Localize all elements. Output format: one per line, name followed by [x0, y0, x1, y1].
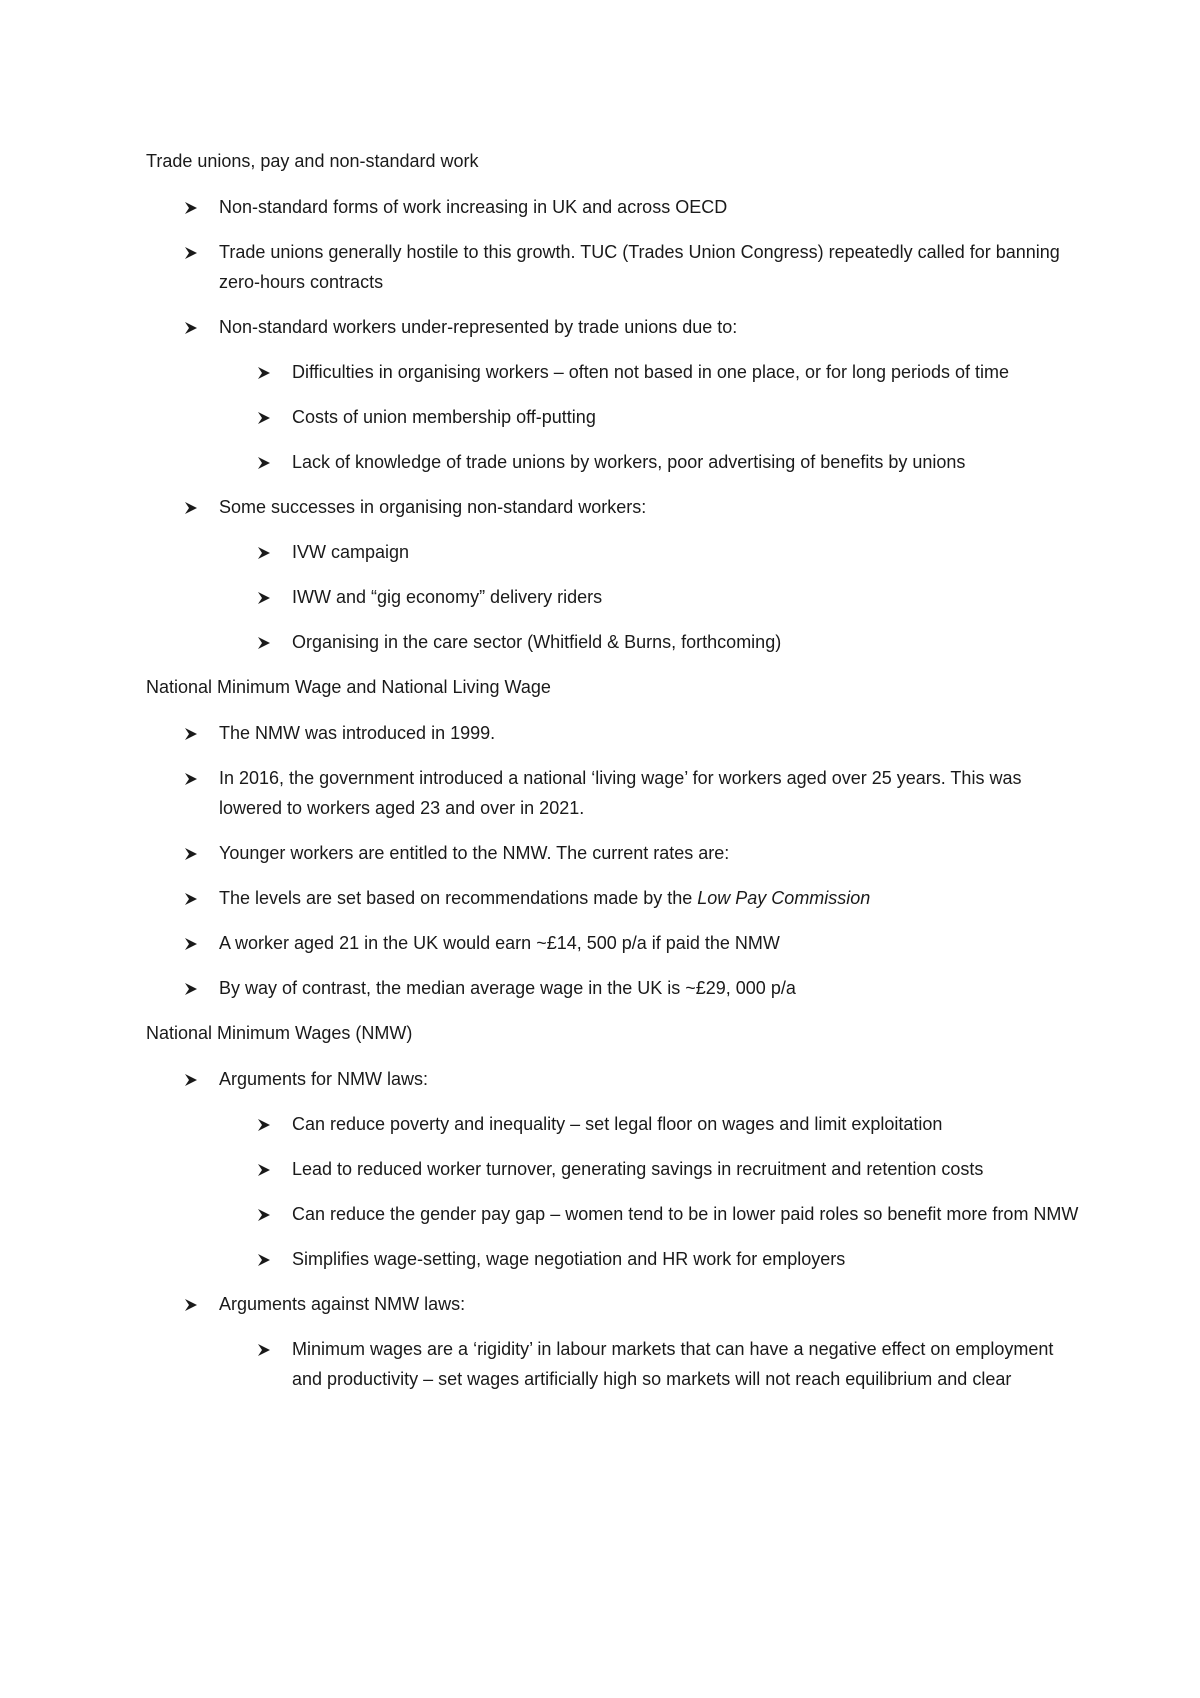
sub-list-item — [146, 1334, 1086, 1394]
arrow-bullet-icon — [184, 892, 198, 906]
list-item-text: Arguments against NMW laws: — [219, 1294, 466, 1314]
section-heading: Trade unions, pay and non-standard work — [146, 151, 479, 171]
arrow-bullet-icon — [184, 501, 198, 515]
arrow-bullet-icon — [257, 366, 271, 380]
list-item — [146, 838, 1086, 868]
section-heading: National Minimum Wages (NMW) — [146, 1023, 413, 1043]
arrow-bullet-icon — [257, 1253, 271, 1267]
list-item — [146, 492, 1086, 522]
list-item — [146, 1289, 1086, 1319]
list-item — [146, 763, 1086, 823]
list-item-text: Arguments for NMW laws: — [219, 1069, 429, 1089]
list-item-text: IVW campaign — [292, 542, 410, 562]
arrow-bullet-icon — [257, 1163, 271, 1177]
arrow-bullet-icon — [184, 727, 198, 741]
sub-list-item — [146, 537, 1086, 567]
list-item-text: A worker aged 21 in the UK would earn ~£14, 500 p/a if paid the NMW — [219, 933, 780, 953]
list-item — [146, 237, 1086, 297]
list-item-text: Non-standard forms of work increasing in UK and across OECD — [219, 197, 728, 217]
arrow-bullet-icon — [257, 1343, 271, 1357]
sub-list-item — [146, 1109, 1086, 1139]
arrow-bullet-icon — [184, 246, 198, 260]
list-item-text: In 2016, the government introduced a national ‘living wage’ for workers aged over 25 years. This was lowered to workers aged 23 and over in 2021. — [219, 768, 1022, 818]
list-item-text: Younger workers are entitled to the NMW. The current rates are: — [219, 843, 730, 863]
sub-list-item — [146, 1199, 1086, 1229]
arrow-bullet-icon — [184, 937, 198, 951]
arrow-bullet-icon — [184, 201, 198, 215]
arrow-bullet-icon — [257, 636, 271, 650]
arrow-bullet-icon — [257, 456, 271, 470]
list-item-text: Some successes in organising non-standard workers: — [219, 497, 647, 517]
list-item-text: Difficulties in organising workers – often not based in one place, or for long periods of time — [292, 362, 1010, 382]
list-item-text: Can reduce the gender pay gap – women tend to be in lower paid roles so benefit more from NMW — [292, 1204, 1079, 1224]
list-item-text: The NMW was introduced in 1999. — [219, 723, 496, 743]
arrow-bullet-icon — [184, 847, 198, 861]
list-item-text: Can reduce poverty and inequality – set legal floor on wages and limit exploitation — [292, 1114, 943, 1134]
list-item-text: Non-standard workers under-represented by trade unions due to: — [219, 317, 738, 337]
list-item — [146, 312, 1086, 342]
list-item-text: The levels are set based on recommendations made by the — [219, 888, 698, 908]
list-item-text: Lead to reduced worker turnover, generating savings in recruitment and retention costs — [292, 1159, 984, 1179]
arrow-bullet-icon — [257, 1118, 271, 1132]
list-item-text: Trade unions generally hostile to this growth. TUC (Trades Union Congress) repeatedly called for banning zero-hours contracts — [219, 242, 1060, 292]
arrow-bullet-icon — [184, 1298, 198, 1312]
emphasis-text: Low Pay Commission — [697, 888, 871, 908]
list-item-text: Simplifies wage-setting, wage negotiation and HR work for employers — [292, 1249, 846, 1269]
list-item — [146, 1064, 1086, 1094]
list-item — [146, 192, 1086, 222]
list-item-text: Lack of knowledge of trade unions by workers, poor advertising of benefits by unions — [292, 452, 966, 472]
arrow-bullet-icon — [184, 772, 198, 786]
list-item — [146, 928, 1086, 958]
list-item — [146, 718, 1086, 748]
sub-list-item — [146, 627, 1086, 657]
arrow-bullet-icon — [257, 546, 271, 560]
arrow-bullet-icon — [257, 1208, 271, 1222]
arrow-bullet-icon — [184, 321, 198, 335]
arrow-bullet-icon — [257, 591, 271, 605]
sub-list-item — [146, 1244, 1086, 1274]
list-item-text: IWW and “gig economy” delivery riders — [292, 587, 603, 607]
arrow-bullet-icon — [184, 982, 198, 996]
document-body — [146, 146, 1086, 1409]
sub-list-item — [146, 447, 1086, 477]
list-item-text: Minimum wages are a ‘rigidity’ in labour markets that can have a negative effect on employment and productivity – set wages artificially high so markets will not reach equilibrium and clear — [292, 1339, 1054, 1389]
list-item-text: Organising in the care sector (Whitfield & Burns, forthcoming) — [292, 632, 782, 652]
arrow-bullet-icon — [257, 411, 271, 425]
list-item-text: By way of contrast, the median average wage in the UK is ~£29, 000 p/a — [219, 978, 796, 998]
list-item-text: Costs of union membership off-putting — [292, 407, 596, 427]
list-item — [146, 973, 1086, 1003]
sub-list-item — [146, 357, 1086, 387]
sub-list-item — [146, 1154, 1086, 1184]
sub-list-item — [146, 582, 1086, 612]
sub-list-item — [146, 402, 1086, 432]
arrow-bullet-icon — [184, 1073, 198, 1087]
section-heading: National Minimum Wage and National Living Wage — [146, 677, 551, 697]
list-item — [146, 883, 1086, 913]
